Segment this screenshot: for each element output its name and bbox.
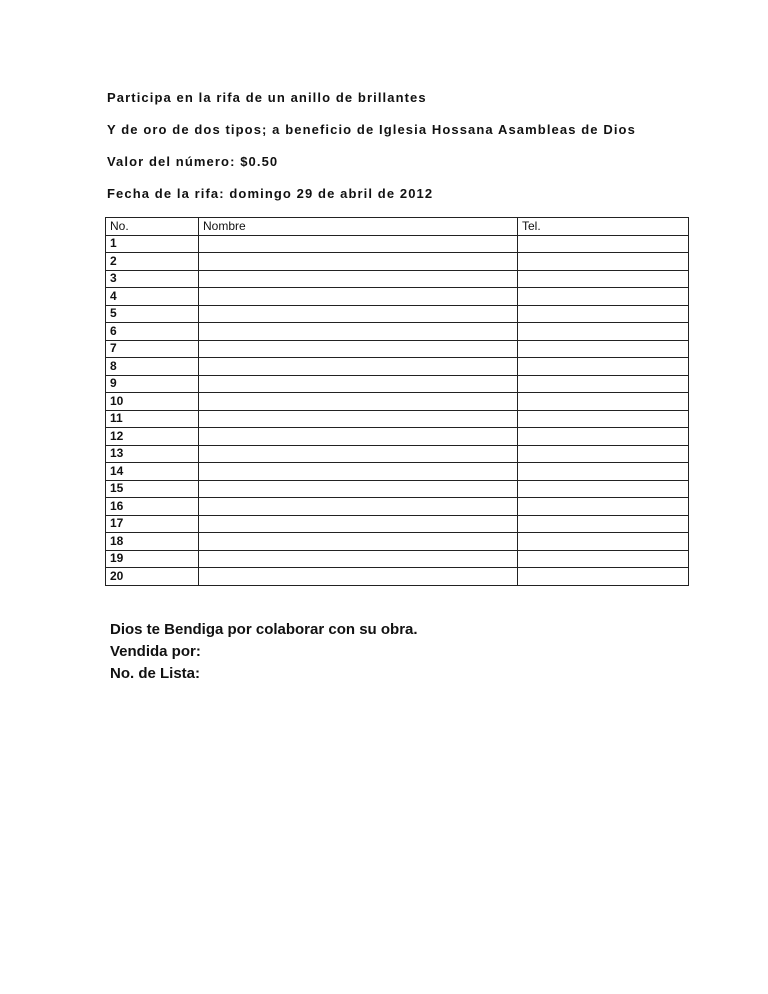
phone-cell[interactable] bbox=[518, 393, 689, 411]
ticket-number-cell: 6 bbox=[106, 323, 199, 341]
name-cell[interactable] bbox=[199, 358, 518, 376]
phone-cell[interactable] bbox=[518, 480, 689, 498]
phone-cell[interactable] bbox=[518, 550, 689, 568]
ticket-number-cell: 3 bbox=[106, 270, 199, 288]
table-row bbox=[106, 445, 689, 463]
ticket-number-cell: 1 bbox=[106, 235, 199, 253]
phone-cell[interactable] bbox=[518, 375, 689, 393]
table-row bbox=[106, 515, 689, 533]
phone-cell[interactable] bbox=[518, 253, 689, 271]
name-cell[interactable] bbox=[199, 498, 518, 516]
column-header-nombre: Nombre bbox=[199, 218, 518, 236]
ticket-number-cell: 9 bbox=[106, 375, 199, 393]
name-cell[interactable] bbox=[199, 445, 518, 463]
blessing-message: Dios te Bendiga por colaborar con su obra. bbox=[110, 621, 418, 638]
column-header-tel: Tel. bbox=[518, 218, 689, 236]
ticket-number-cell: 15 bbox=[106, 480, 199, 498]
phone-cell[interactable] bbox=[518, 358, 689, 376]
name-cell[interactable] bbox=[199, 340, 518, 358]
table-row bbox=[106, 358, 689, 376]
phone-cell[interactable] bbox=[518, 568, 689, 586]
name-cell[interactable] bbox=[199, 568, 518, 586]
ticket-number-cell: 8 bbox=[106, 358, 199, 376]
table-row bbox=[106, 253, 689, 271]
ticket-number-cell: 10 bbox=[106, 393, 199, 411]
name-cell[interactable] bbox=[199, 305, 518, 323]
table-row bbox=[106, 480, 689, 498]
name-cell[interactable] bbox=[199, 410, 518, 428]
ticket-number-cell: 11 bbox=[106, 410, 199, 428]
phone-cell[interactable] bbox=[518, 270, 689, 288]
phone-cell[interactable] bbox=[518, 305, 689, 323]
name-cell[interactable] bbox=[199, 480, 518, 498]
phone-cell[interactable] bbox=[518, 428, 689, 446]
column-header-no: No. bbox=[106, 218, 199, 236]
ticket-number-cell: 4 bbox=[106, 288, 199, 306]
ticket-number-cell: 14 bbox=[106, 463, 199, 481]
table-header-row bbox=[106, 218, 689, 236]
name-cell[interactable] bbox=[199, 393, 518, 411]
table-row bbox=[106, 550, 689, 568]
ticket-number-cell: 5 bbox=[106, 305, 199, 323]
table-row bbox=[106, 375, 689, 393]
ticket-number-cell: 20 bbox=[106, 568, 199, 586]
phone-cell[interactable] bbox=[518, 463, 689, 481]
ticket-number-cell: 7 bbox=[106, 340, 199, 358]
table-row bbox=[106, 235, 689, 253]
name-cell[interactable] bbox=[199, 550, 518, 568]
name-cell[interactable] bbox=[199, 515, 518, 533]
name-cell[interactable] bbox=[199, 235, 518, 253]
phone-cell[interactable] bbox=[518, 533, 689, 551]
ticket-number-cell: 13 bbox=[106, 445, 199, 463]
phone-cell[interactable] bbox=[518, 340, 689, 358]
ticket-number-cell: 17 bbox=[106, 515, 199, 533]
table-row bbox=[106, 463, 689, 481]
ticket-number-cell: 12 bbox=[106, 428, 199, 446]
raffle-date: Fecha de la rifa: domingo 29 de abril de 2012 bbox=[107, 186, 434, 201]
name-cell[interactable] bbox=[199, 253, 518, 271]
list-number-label: No. de Lista: bbox=[110, 665, 201, 682]
sold-by-label: Vendida por: bbox=[110, 643, 201, 660]
table-row bbox=[106, 323, 689, 341]
ticket-number-cell: 18 bbox=[106, 533, 199, 551]
phone-cell[interactable] bbox=[518, 288, 689, 306]
table-row bbox=[106, 288, 689, 306]
name-cell[interactable] bbox=[199, 463, 518, 481]
name-cell[interactable] bbox=[199, 323, 518, 341]
table-row bbox=[106, 305, 689, 323]
table-row bbox=[106, 498, 689, 516]
name-cell[interactable] bbox=[199, 270, 518, 288]
phone-cell[interactable] bbox=[518, 235, 689, 253]
table-row bbox=[106, 568, 689, 586]
table-row bbox=[106, 428, 689, 446]
phone-cell[interactable] bbox=[518, 410, 689, 428]
table-row bbox=[106, 533, 689, 551]
phone-cell[interactable] bbox=[518, 445, 689, 463]
raffle-table bbox=[105, 217, 689, 586]
phone-cell[interactable] bbox=[518, 498, 689, 516]
ticket-number-cell: 19 bbox=[106, 550, 199, 568]
ticket-number-cell: 2 bbox=[106, 253, 199, 271]
ticket-price: Valor del número: $0.50 bbox=[107, 154, 279, 169]
ticket-number-cell: 16 bbox=[106, 498, 199, 516]
phone-cell[interactable] bbox=[518, 515, 689, 533]
table-row bbox=[106, 270, 689, 288]
phone-cell[interactable] bbox=[518, 323, 689, 341]
name-cell[interactable] bbox=[199, 428, 518, 446]
name-cell[interactable] bbox=[199, 533, 518, 551]
table-row bbox=[106, 340, 689, 358]
table-row bbox=[106, 410, 689, 428]
raffle-beneficiary: Y de oro de dos tipos; a beneficio de Iglesia Hossana Asambleas de Dios bbox=[107, 122, 636, 137]
name-cell[interactable] bbox=[199, 288, 518, 306]
name-cell[interactable] bbox=[199, 375, 518, 393]
table-row bbox=[106, 393, 689, 411]
raffle-title: Participa en la rifa de un anillo de brillantes bbox=[107, 90, 427, 105]
